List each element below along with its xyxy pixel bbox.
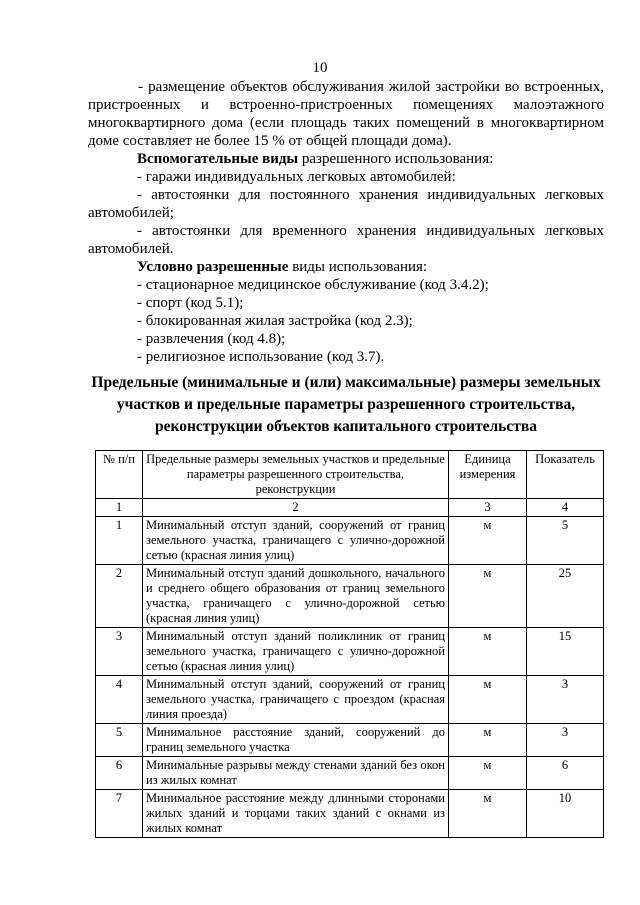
section-heading-line: участков и предельные параметры разрешенного строительства,: [116, 396, 576, 413]
index-cell: 3: [449, 499, 527, 517]
row-desc: Минимальный отступ зданий поликлиник от границ земельного участка, граничащего с улично-дорожной сетью (красная линия улиц): [143, 628, 449, 676]
section-heading-line: реконструкции объектов капитального строительства: [155, 418, 537, 435]
auxiliary-item: - автостоянки для временного хранения индивидуальных легковых: [137, 223, 604, 239]
auxiliary-item: автомобилей.: [88, 241, 174, 257]
table-row: [96, 790, 604, 838]
auxiliary-item: автомобилей;: [88, 205, 174, 221]
conditional-title-bold: Условно разрешенные: [137, 259, 289, 275]
parameters-table: [95, 450, 604, 838]
row-desc: Минимальный отступ зданий, сооружений от границ земельного участка, граничащего с проездом (красная линия проезда): [143, 676, 449, 724]
row-value: 15: [527, 628, 604, 676]
page-number: 10: [312, 60, 328, 76]
header-num: № п/п: [96, 451, 143, 499]
conditional-item: - спорт (код 5.1);: [137, 295, 244, 311]
row-num: 6: [96, 757, 143, 790]
table-index-row: [96, 499, 604, 517]
section-heading-line: Предельные (минимальные и (или) максимальные) размеры земельных: [91, 374, 601, 391]
table-row: [96, 676, 604, 724]
row-unit: м: [449, 628, 527, 676]
header-unit: Единица измерения: [449, 451, 527, 499]
row-value: 5: [527, 517, 604, 565]
auxiliary-item: - гаражи индивидуальных легковых автомобилей:: [137, 169, 456, 185]
row-value: 10: [527, 790, 604, 838]
conditional-item: - блокированная жилая застройка (код 2.3);: [137, 313, 413, 329]
row-num: 4: [96, 676, 143, 724]
row-desc: Минимальный отступ зданий дошкольного, начального и среднего общего образования от границ земельного участка, граничащего с улично-дорожной сетью (красная линия улиц): [143, 565, 449, 628]
row-num: 2: [96, 565, 143, 628]
paragraph-line: доме составляет не более 15 % от общей площади дома).: [88, 133, 452, 149]
conditional-title-rest: виды использования:: [288, 259, 428, 275]
auxiliary-title-rest: разрешенного использования:: [298, 151, 494, 167]
row-value: 3: [527, 724, 604, 757]
conditional-title: [137, 258, 427, 276]
auxiliary-item: - автостоянки для постоянного хранения индивидуальных легковых: [137, 187, 604, 203]
row-num: 3: [96, 628, 143, 676]
index-cell: 2: [143, 499, 449, 517]
table-row: [96, 628, 604, 676]
conditional-item: - стационарное медицинское обслуживание (код 3.4.2);: [137, 277, 489, 293]
row-unit: м: [449, 565, 527, 628]
row-unit: м: [449, 757, 527, 790]
row-value: 25: [527, 565, 604, 628]
paragraph-line: многоквартирного дома (если площадь таких помещений в многоквартирном: [88, 115, 604, 131]
index-cell: 4: [527, 499, 604, 517]
conditional-item: - религиозное использование (код 3.7).: [137, 349, 385, 365]
row-num: 5: [96, 724, 143, 757]
table-row: [96, 565, 604, 628]
table-header-row: [96, 451, 604, 499]
row-value: 6: [527, 757, 604, 790]
row-desc: Минимальное расстояние зданий, сооружений до границ земельного участка: [143, 724, 449, 757]
auxiliary-title: [137, 150, 493, 168]
row-num: 7: [96, 790, 143, 838]
paragraph-line: - размещение объектов обслуживания жилой застройки во встроенных,: [138, 79, 604, 95]
header-value: Показатель: [527, 451, 604, 499]
row-num: 1: [96, 517, 143, 565]
index-cell: 1: [96, 499, 143, 517]
row-unit: м: [449, 517, 527, 565]
row-desc: Минимальное расстояние между длинными сторонами жилых зданий и торцами таких зданий с окнами из жилых комнат: [143, 790, 449, 838]
table-row: [96, 757, 604, 790]
row-desc: Минимальный отступ зданий, сооружений от границ земельного участка, граничащего с улично-дорожной сетью (красная линия улиц): [143, 517, 449, 565]
header-desc: Предельные размеры земельных участков и предельные параметры разрешенного строительства, реконструкции: [143, 451, 449, 499]
row-unit: м: [449, 724, 527, 757]
paragraph-line: пристроенных и встроенно-пристроенных помещениях малоэтажного: [88, 97, 604, 113]
auxiliary-title-bold: Вспомогательные виды: [137, 151, 299, 167]
row-desc: Минимальные разрывы между стенами зданий без окон из жилых комнат: [143, 757, 449, 790]
row-value: 3: [527, 676, 604, 724]
row-unit: м: [449, 676, 527, 724]
row-unit: м: [449, 790, 527, 838]
table-row: [96, 724, 604, 757]
table-row: [96, 517, 604, 565]
conditional-item: - развлечения (код 4.8);: [137, 331, 286, 347]
